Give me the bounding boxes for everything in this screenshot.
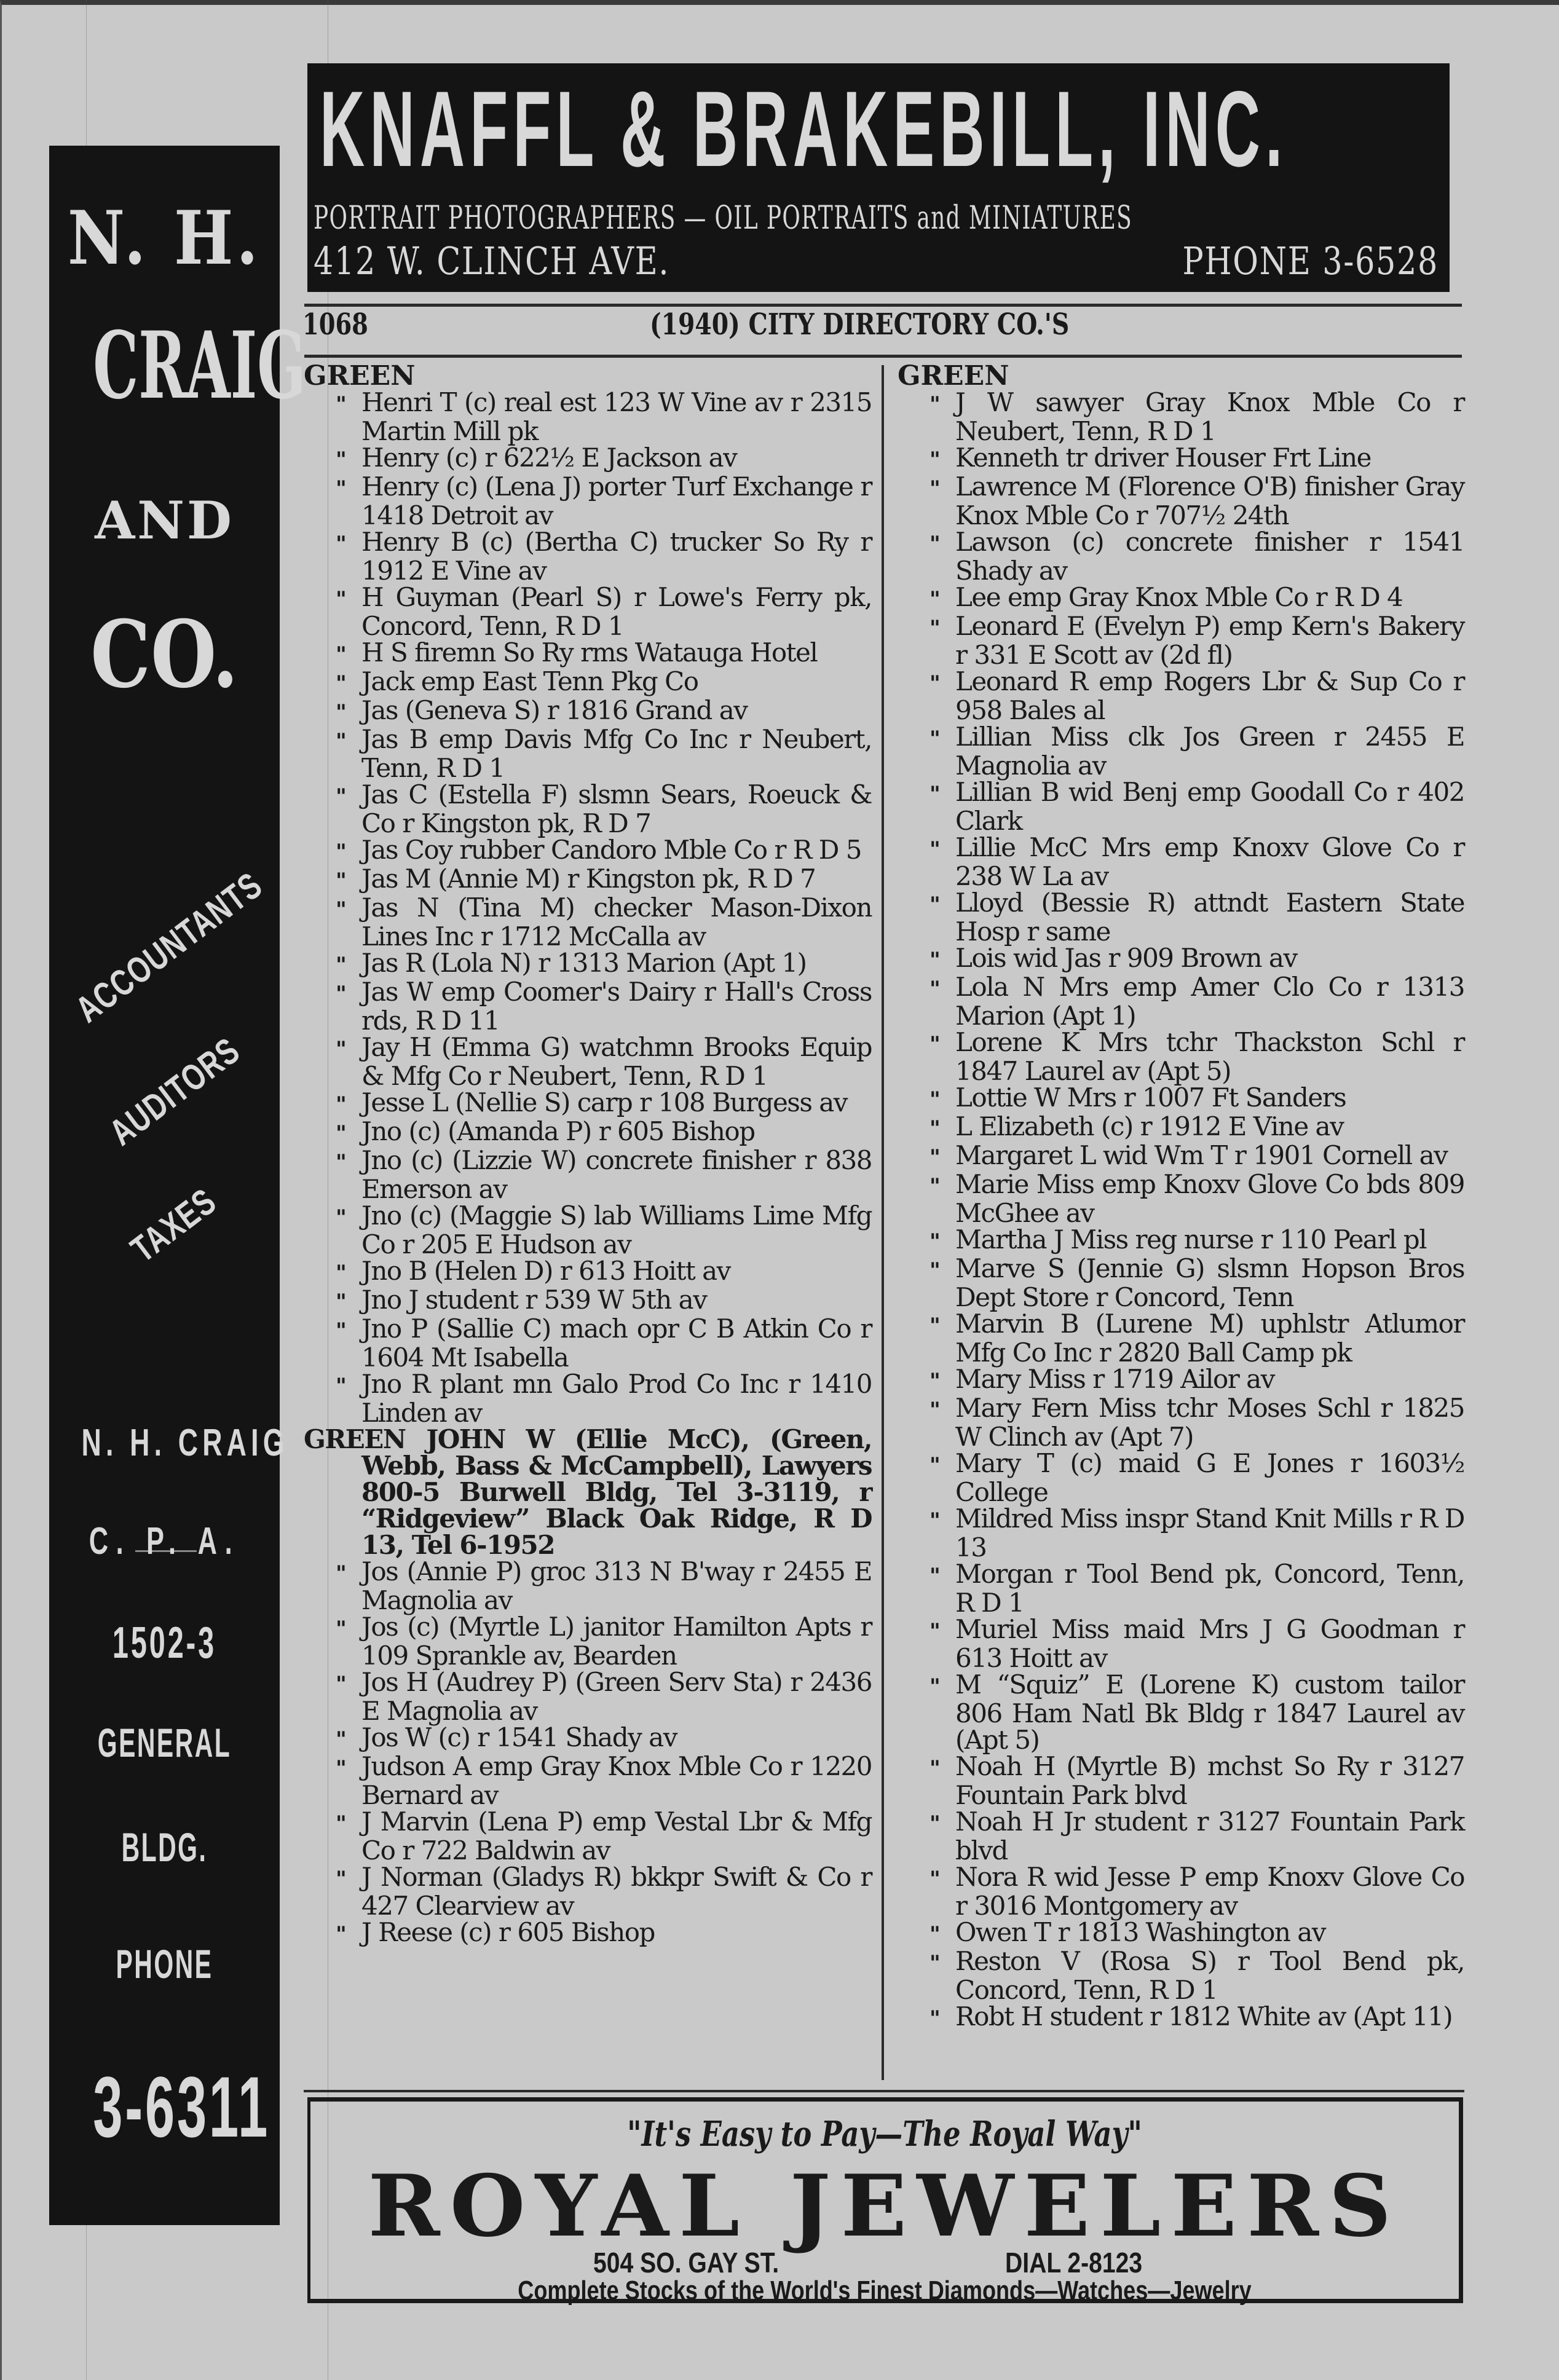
- sidebar-ad-name-line: AND: [95, 490, 234, 551]
- entry-text: Jno R plant mn Galo Prod Co Inc r 1410 Linden av: [361, 1369, 872, 1428]
- directory-entry: [898, 473, 1464, 529]
- entry-text: Henry B (c) (Bertha C) trucker So Ry r 1912 E Vine av: [361, 527, 872, 586]
- entry-text: Lawrence M (Florence O'B) finisher Gray Knox Mble Co r 707½ 24th: [955, 471, 1464, 530]
- entry-list: [304, 1558, 872, 1948]
- running-head: (1940) CITY DIRECTORY CO.'S: [650, 307, 1070, 342]
- entry-text: Kenneth tr driver Houser Frt Line: [955, 443, 1372, 473]
- ditto-mark: ": [336, 1092, 347, 1117]
- ditto-mark: ": [929, 532, 941, 556]
- entry-text: Mary T (c) maid G E Jones r 1603½ College: [955, 1448, 1464, 1507]
- ditto-mark: ": [929, 587, 941, 612]
- ditto-mark: ": [336, 1561, 347, 1586]
- sidebar-ad-name-line: CO.: [90, 601, 239, 709]
- ditto-mark: ": [929, 837, 941, 862]
- entry-text: Jno B (Helen D) r 613 Hoitt av: [361, 1256, 730, 1286]
- sidebar-ad-craig: [49, 146, 306, 2225]
- directory-entry: [898, 974, 1464, 1029]
- directory-entry: [304, 1724, 872, 1753]
- header-rule: [304, 304, 1462, 307]
- directory-entry: [898, 1864, 1464, 1919]
- directory-entry: [304, 1753, 872, 1808]
- entry-text: Lillian B wid Benj emp Goodall Co r 402 Clark: [955, 777, 1464, 836]
- directory-entry: [898, 1255, 1464, 1310]
- directory-entry: [898, 1171, 1464, 1226]
- directory-entry: [304, 1089, 872, 1118]
- ditto-mark: ": [929, 1032, 941, 1057]
- entry-text: J Marvin (Lena P) emp Vestal Lbr & Mfg Co r 722 Baldwin av: [361, 1807, 872, 1866]
- sidebar-ad-contact-line: C. P. A.: [89, 1520, 240, 1562]
- directory-entry: [898, 1505, 1464, 1561]
- ditto-mark: ": [336, 642, 347, 667]
- entry-text: Robt H student r 1812 White av (Apt 11): [955, 2001, 1453, 2031]
- header-rule: [304, 355, 1462, 358]
- entry-text: Lottie W Mrs r 1007 Ft Sanders: [955, 1082, 1346, 1113]
- ditto-mark: ": [929, 1811, 941, 1836]
- entry-text: Jas B emp Davis Mfg Co Inc r Neubert, Tenn, R D 1: [361, 724, 872, 783]
- entry-text: Leonard E (Evelyn P) emp Kern's Bakery r 331 E Scott av (2d fl): [955, 611, 1464, 670]
- column-heading: GREEN: [304, 360, 416, 392]
- column-divider: [882, 365, 884, 2080]
- ditto-mark: ": [336, 982, 347, 1006]
- ditto-mark: ": [336, 700, 347, 725]
- ditto-mark: ": [929, 1453, 941, 1478]
- entry-text: Mary Fern Miss tchr Moses Schl r 1825 W Clinch av (Apt 7): [955, 1393, 1464, 1452]
- sidebar-ad-contact-line: GENERAL: [97, 1720, 232, 1765]
- ditto-mark: ": [336, 1290, 347, 1314]
- sidebar-ad-service: AUDITORS: [101, 1029, 248, 1154]
- entry-text: Lillie McC Mrs emp Knoxv Glove Co r 238 W La av: [955, 832, 1464, 891]
- entry-text: Leonard R emp Rogers Lbr & Sup Co r 958 Bales al: [955, 666, 1464, 725]
- directory-entry: [898, 1310, 1464, 1366]
- directory-entry: [898, 1919, 1464, 1948]
- ditto-mark: ": [929, 1398, 941, 1422]
- directory-entry: [304, 639, 872, 668]
- ditto-mark: ": [929, 1145, 941, 1170]
- directory-entry: [898, 834, 1464, 889]
- ditto-mark: ": [336, 1037, 347, 1062]
- bottom-ad-slogan: "It's Easy to Pay—The Royal Way": [627, 2114, 1142, 2154]
- ditto-mark: ": [336, 784, 347, 809]
- ditto-mark: ": [336, 1205, 347, 1230]
- sidebar-ad-service: ACCOUNTANTS: [68, 864, 270, 1031]
- directory-entry: [898, 1753, 1464, 1808]
- entry-text: Noah H Jr student r 3127 Fountain Park blvd: [955, 1807, 1464, 1866]
- entry-text: Jas C (Estella F) slsmn Sears, Roeuck & Co r Kingston pk, R D 7: [361, 779, 872, 838]
- ditto-mark: ": [336, 1121, 347, 1146]
- ditto-mark: ": [336, 587, 347, 612]
- entry-text: Jno P (Sallie C) mach opr C B Atkin Co r 1604 Mt Isabella: [361, 1314, 872, 1373]
- ditto-mark: ": [336, 1261, 347, 1285]
- directory-entry: [304, 781, 872, 837]
- directory-entry: [898, 1671, 1464, 1753]
- ditto-mark: ": [336, 729, 347, 754]
- entry-text: Jas W emp Coomer's Dairy r Hall's Cross rds, R D 11: [361, 977, 872, 1036]
- entry-text: Henry (c) r 622½ E Jackson av: [361, 443, 737, 473]
- entry-text: Jos (Annie P) groc 313 N B'way r 2455 E Magnolia av: [361, 1556, 872, 1615]
- entry-text: J W sawyer Gray Knox Mble Co r Neubert, Tenn, R D 1: [955, 387, 1464, 446]
- ditto-mark: ": [929, 1756, 941, 1781]
- ditto-mark: ": [336, 1617, 347, 1641]
- ditto-mark: ": [336, 1922, 347, 1947]
- entry-text: Jay H (Emma G) watchmn Brooks Equip & Mfg Co r Neubert, Tenn, R D 1: [361, 1032, 872, 1091]
- directory-entry: [898, 529, 1464, 584]
- entry-text: H Guyman (Pearl S) r Lowe's Ferry pk, Concord, Tenn, R D 1: [361, 582, 872, 641]
- bottom-ad-royal-jewelers: [307, 2097, 1463, 2306]
- entry-text: Lloyd (Bessie R) attndt Eastern State Hosp r same: [955, 888, 1464, 947]
- entry-text: Jno J student r 539 W 5th av: [361, 1285, 707, 1315]
- directory-entry: [304, 668, 872, 697]
- entry-text: Jos W (c) r 1541 Shady av: [361, 1722, 677, 1752]
- ditto-mark: ": [929, 977, 941, 1001]
- column-heading: GREEN: [898, 360, 1009, 392]
- top-ad-banner: [307, 63, 1450, 292]
- entry-text: Lola N Mrs emp Amer Clo Co r 1313 Marion (Apt 1): [955, 972, 1464, 1031]
- directory-entry: [898, 889, 1464, 945]
- directory-entry: [304, 529, 872, 584]
- directory-entry: [898, 1616, 1464, 1671]
- entry-text: Marie Miss emp Knoxv Glove Co bds 809 McGhee av: [955, 1169, 1464, 1228]
- ditto-mark: ": [929, 1564, 941, 1588]
- directory-entry: [898, 1395, 1464, 1450]
- top-ad-title: KNAFFL & BRAKEBILL, INC.: [320, 69, 1288, 189]
- directory-entry: [898, 1113, 1464, 1142]
- entry-text: Owen T r 1813 Washington av: [955, 1917, 1326, 1947]
- directory-entry: [898, 1948, 1464, 2003]
- directory-entry: [304, 894, 872, 950]
- entry-text: Jas N (Tina M) checker Mason-Dixon Lines Inc r 1712 McCalla av: [361, 892, 872, 952]
- directory-column-left: [304, 360, 872, 1948]
- ditto-mark: ": [929, 1867, 941, 1891]
- directory-entry: [304, 1258, 872, 1287]
- ditto-mark: ": [929, 1674, 941, 1699]
- entry-text: Henri T (c) real est 123 W Vine av r 2315 Martin Mill pk: [361, 387, 872, 446]
- directory-entry: [304, 950, 872, 979]
- ditto-mark: ": [929, 447, 941, 472]
- footer-rule: [304, 2090, 1464, 2092]
- entry-text: M “Squiz” E (Lorene K) custom tailor 806 Ham Natl Bk Bldg r 1847 Laurel av (Apt 5): [955, 1669, 1464, 1755]
- sidebar-ad-contact-line: N. H. CRAIG: [81, 1422, 289, 1464]
- bottom-ad-name: ROYAL JEWELERS: [368, 2156, 1402, 2256]
- entry-text: Margaret L wid Wm T r 1901 Cornell av: [955, 1140, 1448, 1170]
- sidebar-ad-contact-line: BLDG.: [121, 1824, 208, 1870]
- directory-entry: [898, 779, 1464, 834]
- ditto-mark: ": [929, 476, 941, 501]
- bottom-ad-tagline: Complete Stocks of the World's Finest Diamonds—Watches—Jewelry: [518, 2276, 1252, 2306]
- bottom-ad-address: 504 SO. GAY ST.: [593, 2247, 779, 2279]
- directory-entry: [304, 726, 872, 781]
- top-ad-address: 412 W. CLINCH AVE.: [314, 238, 670, 283]
- directory-entry: [898, 1450, 1464, 1505]
- entry-list: [898, 389, 1464, 2032]
- ditto-mark: ": [929, 671, 941, 696]
- directory-entry: [304, 1034, 872, 1089]
- ditto-mark: ": [336, 840, 347, 864]
- entry-text: Mildred Miss inspr Stand Knit Mills r R D 13: [955, 1503, 1464, 1562]
- entry-text: Reston V (Rosa S) r Tool Bend pk, Concord, Tenn, R D 1: [955, 1946, 1464, 2005]
- entry-text: Marvin B (Lurene M) uphlstr Atlumor Mfg Co Inc r 2820 Ball Camp pk: [955, 1309, 1464, 1368]
- ditto-mark: ": [929, 1116, 941, 1141]
- ditto-mark: ": [336, 897, 347, 922]
- ditto-mark: ": [929, 2006, 941, 2031]
- entry-text: Muriel Miss maid Mrs J G Goodman r 613 Hoitt av: [955, 1614, 1464, 1673]
- entry-text: Jno (c) (Maggie S) lab Williams Lime Mfg Co r 205 E Hudson av: [361, 1200, 872, 1259]
- directory-entry: [304, 979, 872, 1034]
- ditto-mark: ": [336, 1756, 347, 1781]
- entry-text: Jas M (Annie M) r Kingston pk, R D 7: [361, 864, 816, 894]
- directory-entry: [304, 1315, 872, 1371]
- directory-entry: [304, 1287, 872, 1315]
- directory-entry: [304, 1202, 872, 1258]
- ditto-mark: ": [929, 392, 941, 417]
- directory-entry: [304, 1808, 872, 1864]
- ditto-mark: ": [336, 1811, 347, 1836]
- directory-entry: [898, 1366, 1464, 1395]
- ditto-mark: ": [336, 1867, 347, 1891]
- directory-entry: [304, 1147, 872, 1202]
- ditto-mark: ": [336, 1150, 347, 1175]
- entry-text: Mary Miss r 1719 Ailor av: [955, 1364, 1274, 1394]
- directory-entry: [304, 1614, 872, 1669]
- ditto-mark: ": [929, 1174, 941, 1199]
- entry-text: H S firemn So Ry rms Watauga Hotel: [361, 637, 818, 668]
- ditto-mark: ": [929, 616, 941, 640]
- directory-entry: [898, 2003, 1464, 2032]
- directory-entry: [304, 865, 872, 894]
- top-ad-phone: PHONE 3-6528: [1182, 238, 1439, 283]
- entry-text: Henry (c) (Lena J) porter Turf Exchange r 1418 Detroit av: [361, 471, 872, 530]
- sidebar-ad-phone: 3-6311: [93, 2059, 270, 2155]
- entry-text: Lee emp Gray Knox Mble Co r R D 4: [955, 582, 1403, 612]
- bottom-ad-phone: DIAL 2-8123: [1005, 2247, 1143, 2279]
- ditto-mark: ": [929, 727, 941, 751]
- ditto-mark: ": [929, 1619, 941, 1644]
- entry-text: Noah H (Myrtle B) mchst So Ry r 3127 Fountain Park blvd: [955, 1751, 1464, 1810]
- ditto-mark: ": [336, 1318, 347, 1343]
- directory-entry: [898, 1561, 1464, 1616]
- ditto-mark: ": [929, 892, 941, 917]
- ditto-mark: ": [929, 1922, 941, 1947]
- entry-text: Jos (c) (Myrtle L) janitor Hamilton Apts r 109 Sprankle av, Bearden: [361, 1612, 872, 1671]
- directory-entry: [898, 668, 1464, 723]
- entry-text: Lorene K Mrs tchr Thackston Schl r 1847 Laurel av (Apt 5): [955, 1027, 1464, 1086]
- entry-text: Jos H (Audrey P) (Green Serv Sta) r 2436 E Magnolia av: [361, 1667, 872, 1726]
- entry-text: Jno (c) (Lizzie W) concrete finisher r 838 Emerson av: [361, 1145, 872, 1204]
- directory-entry: [304, 837, 872, 865]
- entry-text: Jas R (Lola N) r 1313 Marion (Apt 1): [361, 948, 807, 978]
- entry-text: Lillian Miss clk Jos Green r 2455 E Magnolia av: [955, 722, 1464, 781]
- directory-entry: [898, 1142, 1464, 1171]
- entry-text: GREEN JOHN W (Ellie McC), (Green, Webb, Bass & McCampbell), Lawyers 800-5 Burwell Bldg, Tel 3-3119, r “Ridgeview” Black Oak Ridge, R D 13, Tel 6-1952: [304, 1424, 872, 1560]
- sidebar-ad-service: TAXES: [123, 1180, 224, 1271]
- ditto-mark: ": [929, 1951, 941, 1976]
- entry-text: Morgan r Tool Bend pk, Concord, Tenn, R D 1: [955, 1559, 1464, 1618]
- ditto-mark: ": [929, 1508, 941, 1533]
- ditto-mark: ": [336, 447, 347, 472]
- directory-entry: [898, 723, 1464, 779]
- ditto-mark: ": [929, 1087, 941, 1112]
- ditto-mark: ": [336, 869, 347, 893]
- ditto-mark: ": [336, 532, 347, 556]
- directory-entry: [304, 473, 872, 529]
- directory-entry: [304, 1669, 872, 1724]
- ditto-mark: ": [929, 1229, 941, 1254]
- directory-column-right: [898, 360, 1464, 2032]
- entry-text: J Norman (Gladys R) bkkpr Swift & Co r 427 Clearview av: [361, 1862, 872, 1921]
- ditto-mark: ": [336, 953, 347, 977]
- ditto-mark: ": [336, 1672, 347, 1696]
- entry-text: Jack emp East Tenn Pkg Co: [361, 666, 698, 696]
- ditto-mark: ": [929, 1369, 941, 1393]
- directory-entry: [898, 444, 1464, 473]
- entry-text: J Reese (c) r 605 Bishop: [361, 1917, 655, 1947]
- directory-entry: [898, 1808, 1464, 1864]
- entry-text: Martha J Miss reg nurse r 110 Pearl pl: [955, 1224, 1427, 1255]
- entry-text: Jas Coy rubber Candoro Mble Co r R D 5: [361, 835, 862, 865]
- ditto-mark: ": [929, 1314, 941, 1338]
- directory-entry: [304, 1371, 872, 1426]
- directory-entry: [304, 697, 872, 726]
- ditto-mark: ": [929, 948, 941, 972]
- entry-text: Marve S (Jennie G) slsmn Hopson Bros Dept Store r Concord, Tenn: [955, 1253, 1464, 1312]
- directory-entry: [898, 1226, 1464, 1255]
- directory-entry: [304, 1864, 872, 1919]
- entry-list: [304, 389, 872, 1426]
- directory-entry: [898, 1084, 1464, 1113]
- ditto-mark: ": [336, 476, 347, 501]
- sidebar-ad-name-line: CRAIG: [93, 312, 306, 420]
- directory-entry: [898, 389, 1464, 444]
- directory-entry: [304, 1118, 872, 1147]
- ditto-mark: ": [336, 1374, 347, 1398]
- directory-entry: [304, 1558, 872, 1614]
- sidebar-ad-name-line: N. H.: [67, 195, 262, 282]
- sidebar-ad-contact-line: PHONE: [116, 1941, 213, 1987]
- entry-text: Judson A emp Gray Knox Mble Co r 1220 Bernard av: [361, 1751, 872, 1810]
- ditto-mark: ": [336, 1727, 347, 1752]
- directory-entry: [304, 1919, 872, 1948]
- entry-text: Nora R wid Jesse P emp Knoxv Glove Co r 3016 Montgomery av: [955, 1862, 1464, 1921]
- entry-text: L Elizabeth (c) r 1912 E Vine av: [955, 1111, 1344, 1141]
- directory-entry: [304, 389, 872, 444]
- ditto-mark: ": [929, 782, 941, 806]
- entry-text: Jesse L (Nellie S) carp r 108 Burgess av: [361, 1087, 848, 1117]
- directory-entry: [304, 584, 872, 639]
- directory-entry: [898, 584, 1464, 613]
- directory-entry: [304, 444, 872, 473]
- ditto-mark: ": [929, 1258, 941, 1283]
- directory-entry: [898, 945, 1464, 974]
- entry-text: Jno (c) (Amanda P) r 605 Bishop: [361, 1116, 755, 1146]
- ditto-mark: ": [336, 671, 347, 696]
- directory-entry: [898, 613, 1464, 668]
- featured-entry: [304, 1426, 872, 1558]
- sidebar-ad-contact-line: 1502-3: [112, 1618, 217, 1668]
- entry-text: Lois wid Jas r 909 Brown av: [955, 943, 1297, 973]
- directory-entry: [898, 1029, 1464, 1084]
- ditto-mark: ": [336, 392, 347, 417]
- page-number: 1068: [302, 307, 368, 342]
- top-ad-subtitle: PORTRAIT PHOTOGRAPHERS — OIL PORTRAITS and MINIATURES: [314, 200, 1133, 237]
- entry-text: Jas (Geneva S) r 1816 Grand av: [361, 695, 748, 725]
- entry-text: Lawson (c) concrete finisher r 1541 Shady av: [955, 527, 1464, 586]
